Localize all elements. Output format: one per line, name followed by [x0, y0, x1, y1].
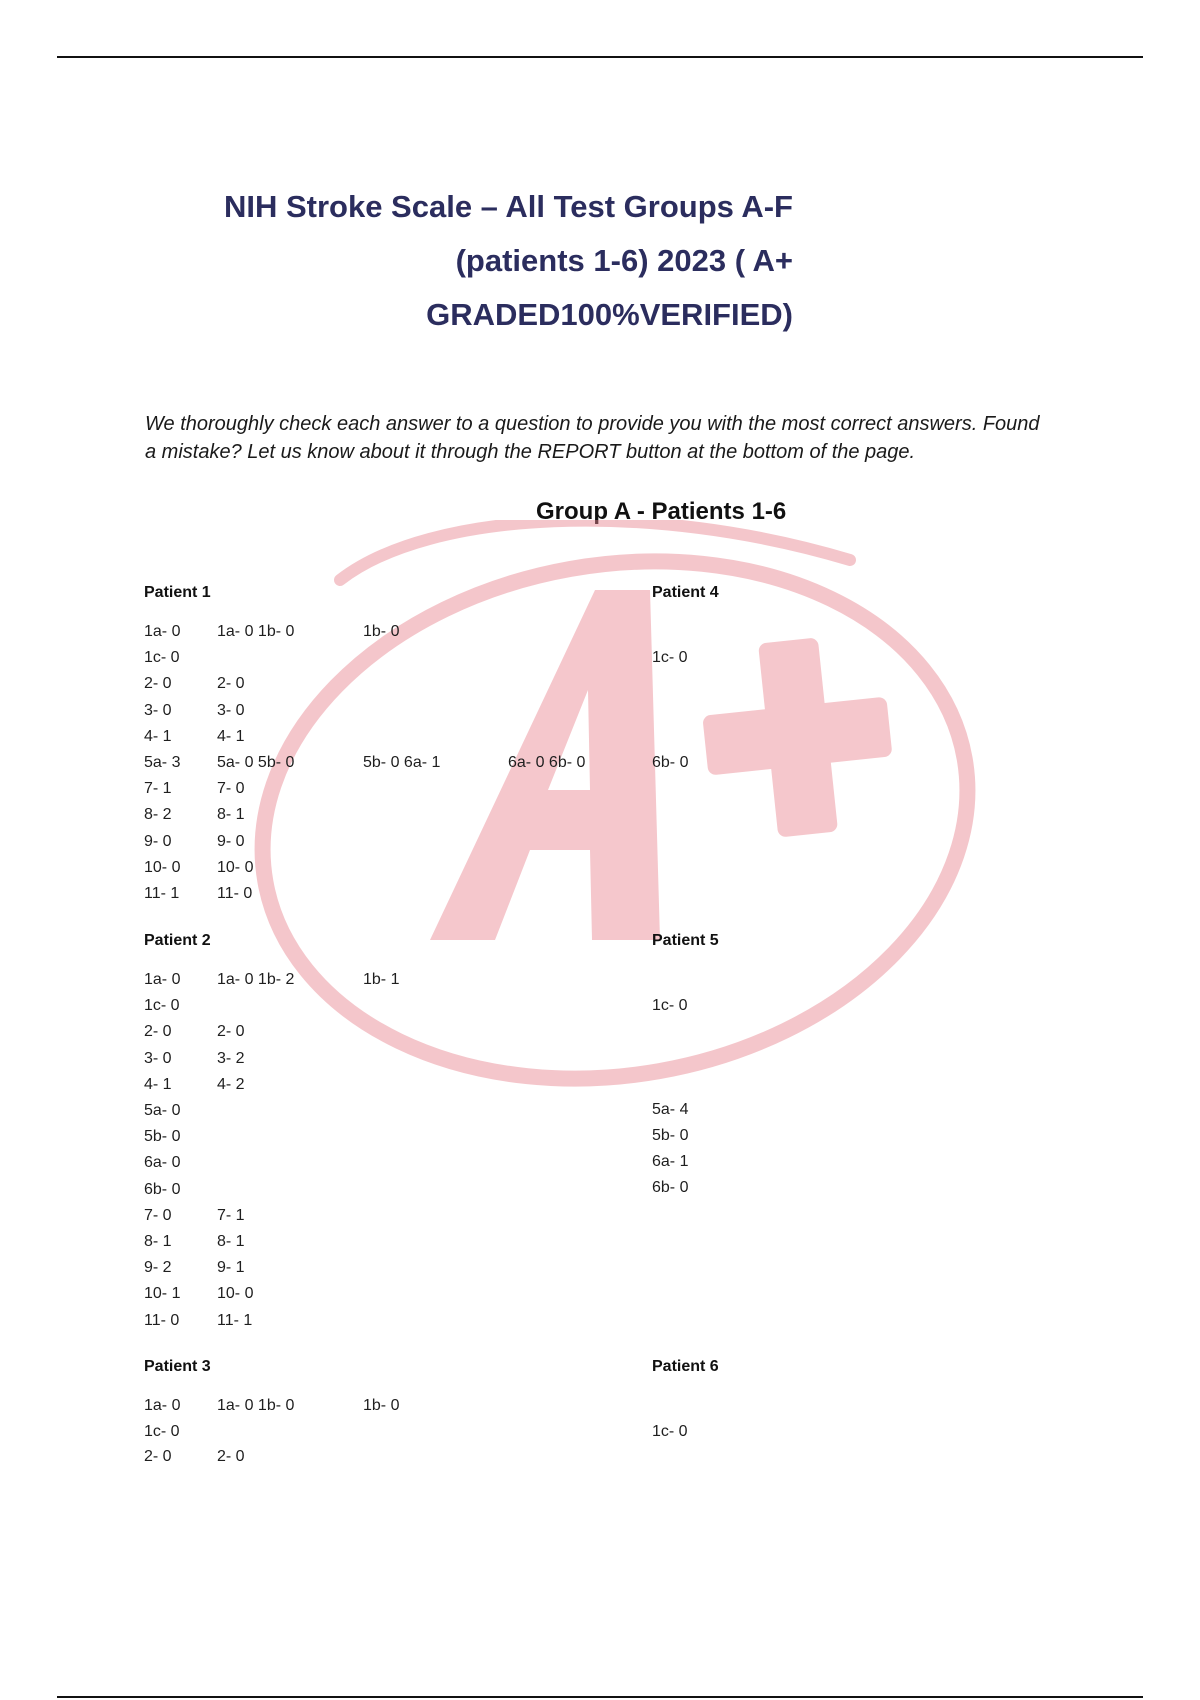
score-item: 7- 1 — [217, 1206, 245, 1224]
patient-2-label: Patient 2 — [144, 932, 211, 949]
score-item: 9- 2 — [144, 1259, 172, 1277]
score-item: 7- 0 — [217, 780, 245, 798]
score-item: 3- 0 — [144, 701, 172, 719]
title-line-3: GRADED100%VERIFIED) — [426, 297, 793, 332]
score-item: 1a- 0 — [144, 971, 181, 988]
score-item: 1c- 0 — [652, 1423, 688, 1440]
patient-5-label: Patient 5 — [652, 932, 719, 949]
score-item: 10- 0 — [217, 858, 254, 876]
document-title — [224, 180, 793, 342]
score-item: 2- 0 — [144, 1448, 172, 1465]
score-item: 9- 1 — [217, 1259, 245, 1277]
score-item: 7- 1 — [144, 780, 172, 798]
score-item: 6b- 0 — [144, 1180, 181, 1198]
score-item: 1c- 0 — [144, 649, 180, 667]
score-item: 1b- 0 — [363, 623, 400, 640]
score-item: 1b- 0 — [363, 1397, 400, 1414]
score-item: 2- 0 — [217, 1448, 245, 1465]
score-item: 2- 0 — [217, 1023, 245, 1041]
score-item: 6b- 0 — [652, 1179, 689, 1196]
score-item: 4- 2 — [217, 1075, 245, 1093]
score-item: 3- 0 — [144, 1049, 172, 1067]
score-item: 1b- 1 — [363, 971, 400, 988]
score-item: 2- 0 — [217, 675, 245, 693]
score-item: 1a- 0 1b- 2 — [217, 971, 295, 988]
title-line-1: NIH Stroke Scale – All Test Groups A-F — [223, 189, 793, 224]
score-item: 8- 1 — [217, 1233, 245, 1250]
score-item: 7- 0 — [144, 1206, 172, 1224]
score-item: 5b- 0 6a- 1 — [363, 754, 441, 771]
a-plus-grade-stamp-icon — [230, 520, 1010, 1120]
score-item: 3- 2 — [217, 1049, 245, 1067]
score-item: 11- 0 — [217, 885, 253, 902]
score-item: 11- 1 — [217, 1311, 253, 1329]
score-item: 9- 0 — [217, 832, 245, 850]
score-item: 8- 2 — [144, 806, 172, 824]
score-item: 1a- 0 1b- 0 — [217, 1397, 295, 1414]
intro-paragraph: We thoroughly check each answer to a question to provide you with the most correct answers. Found a mistake? Let us know about it through the REPORT button at the bottom of the page. — [145, 413, 1040, 463]
score-item: 6a- 1 — [652, 1153, 689, 1170]
score-item: 5a- 0 5b- 0 — [217, 754, 295, 771]
score-item: 8- 1 — [217, 806, 245, 824]
score-item: 1c- 0 — [652, 649, 688, 666]
score-item: 6a- 0 — [144, 1154, 181, 1172]
score-item: 1a- 0 1b- 0 — [217, 623, 295, 640]
score-item: 1a- 0 — [144, 1397, 181, 1414]
score-item: 6b- 0 — [652, 754, 689, 771]
score-item: 10- 1 — [144, 1285, 181, 1303]
score-item: 5b- 0 — [144, 1128, 181, 1146]
group-heading: Group A - Patients 1-6 — [536, 498, 787, 525]
score-item: 5a- 3 — [144, 754, 181, 771]
score-item: 2- 0 — [144, 1023, 172, 1041]
score-item: 4- 1 — [217, 727, 245, 745]
score-item: 1c- 0 — [144, 997, 180, 1015]
score-item: 5a- 4 — [652, 1101, 689, 1118]
top-rule — [57, 56, 1143, 58]
patient-1-label: Patient 1 — [144, 584, 211, 601]
score-item: 5a- 0 — [144, 1102, 181, 1119]
score-item: 11- 1 — [144, 885, 180, 902]
patient-6-label: Patient 6 — [652, 1358, 719, 1375]
score-item: 11- 0 — [144, 1311, 180, 1329]
score-item: 8- 1 — [144, 1233, 172, 1250]
bottom-rule — [57, 1696, 1143, 1698]
score-item: 2- 0 — [144, 675, 172, 693]
patient-4-label: Patient 4 — [652, 584, 719, 601]
title-line-2: (patients 1-6) 2023 ( A+ — [455, 243, 793, 278]
score-item: 1c- 0 — [652, 997, 688, 1014]
score-item: 9- 0 — [144, 832, 172, 850]
score-item: 4- 1 — [144, 727, 172, 745]
score-item: 1c- 0 — [144, 1422, 180, 1440]
score-item: 3- 0 — [217, 701, 245, 719]
score-item: 10- 0 — [217, 1285, 254, 1303]
patient-3-label: Patient 3 — [144, 1358, 211, 1375]
score-item: 10- 0 — [144, 858, 181, 876]
score-item: 5b- 0 — [652, 1127, 689, 1144]
score-item: 6a- 0 6b- 0 — [508, 754, 586, 771]
score-item: 1a- 0 — [144, 623, 181, 640]
score-item: 4- 1 — [144, 1075, 172, 1093]
